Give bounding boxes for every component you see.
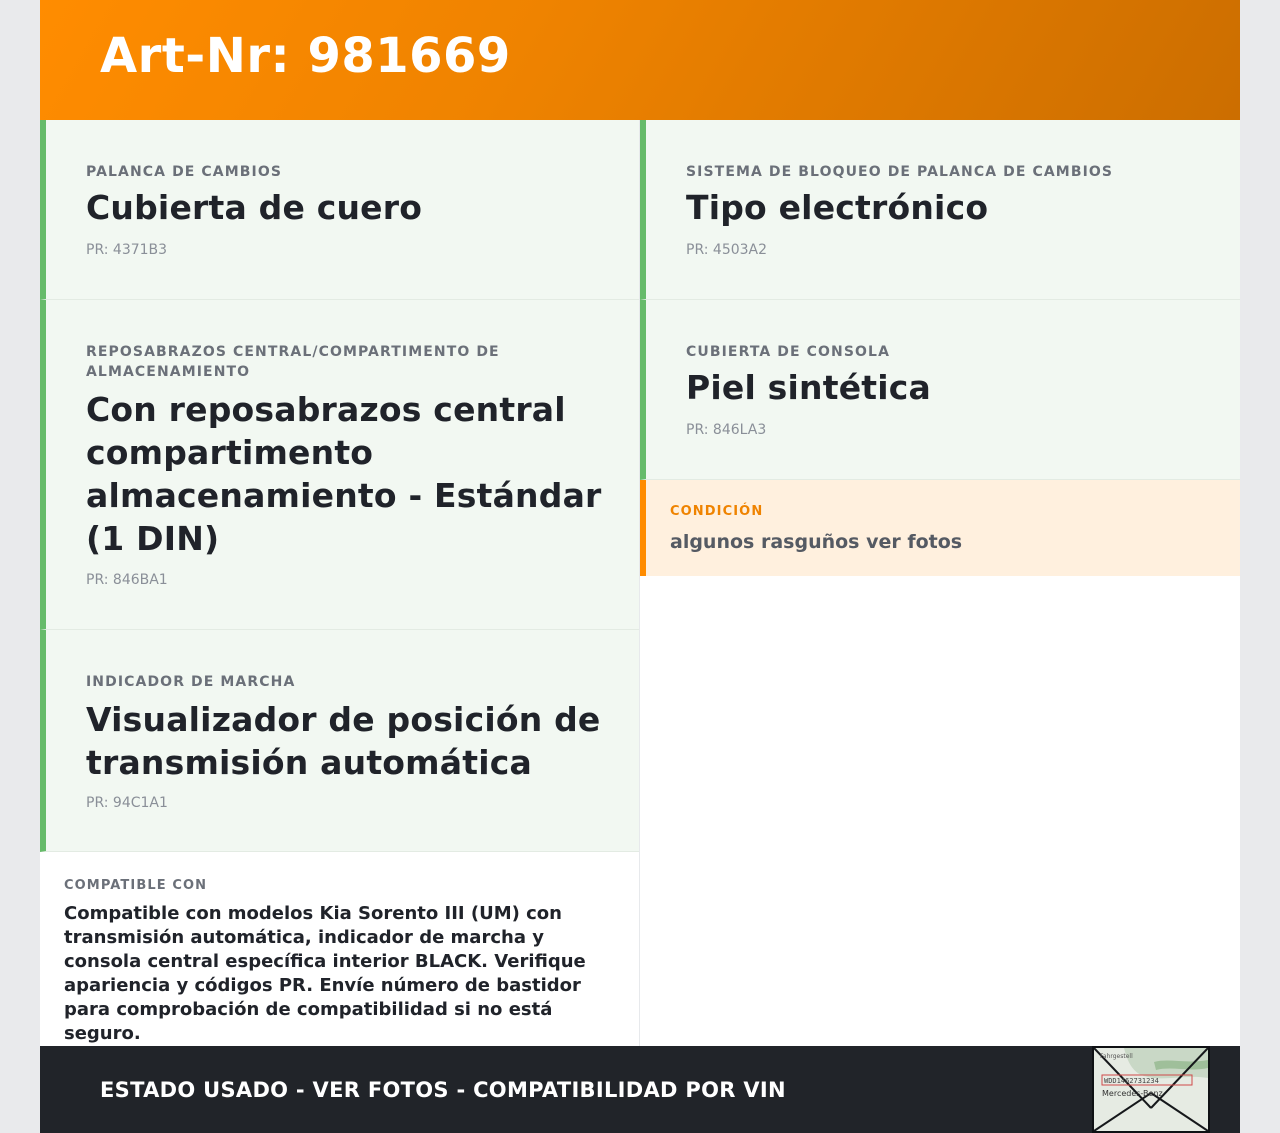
- spec-label: SISTEMA DE BLOQUEO DE PALANCA DE CAMBIOS: [686, 164, 1114, 180]
- pr-code: PR: 846BA1: [86, 572, 168, 588]
- product-sheet: [40, 0, 1240, 1133]
- thumb-text-3: Mercedes-Benz: [1102, 1089, 1163, 1098]
- spec-value: Visualizador de posición de transmisión automática: [86, 700, 601, 782]
- spec-value: Con reposabrazos central compartimento almacenamiento - Estándar (1 DIN): [86, 390, 602, 558]
- spec-card-armrest: [40, 300, 639, 630]
- vin-label-photo-icon: [1094, 1048, 1208, 1131]
- compatibility-label: COMPATIBLE CON: [64, 878, 208, 893]
- article-number-title: Art-Nr: 981669: [100, 28, 511, 84]
- pr-code: PR: 4371B3: [86, 242, 168, 258]
- spec-card-console-cover: [640, 300, 1240, 480]
- spec-card-lock-system: [640, 120, 1240, 300]
- compatibility-text: Compatible con modelos Kia Sorento III (UM) con transmisión automática, indicador de marcha y consola central específica interior BLACK. Verifique apariencia y códigos PR. Envíe número de bastidor para comprobación de compatibilidad si no está seguro.: [64, 903, 586, 1044]
- footer-status-text: ESTADO USADO - VER FOTOS - COMPATIBILIDAD POR VIN: [100, 1078, 786, 1102]
- condition-note: [640, 480, 1240, 576]
- condition-label: CONDICIÓN: [670, 504, 764, 519]
- spec-label: INDICADOR DE MARCHA: [86, 674, 296, 690]
- photo-thumbnail[interactable]: [1092, 1046, 1210, 1133]
- pr-code: PR: 94C1A1: [86, 795, 168, 811]
- spec-label: CUBIERTA DE CONSOLA: [686, 344, 891, 360]
- condition-text: algunos rasguños ver fotos: [670, 531, 963, 553]
- pr-code: PR: 846LA3: [686, 422, 767, 438]
- header-banner: [40, 0, 1240, 120]
- spec-label: REPOSABRAZOS CENTRAL/COMPARTIMENTO DE ALMACENAMIENTO: [86, 344, 500, 380]
- spec-card-gear-indicator: [40, 630, 639, 852]
- spec-label: PALANCA DE CAMBIOS: [86, 164, 283, 180]
- thumb-text-1: Fahrgestell: [1100, 1053, 1133, 1060]
- pr-code: PR: 4503A2: [686, 242, 768, 258]
- spec-card-gear-lever: [40, 120, 639, 300]
- footer-bar: [40, 1046, 1240, 1133]
- thumb-text-2: WDD1462731234: [1104, 1077, 1159, 1085]
- spec-value: Piel sintética: [686, 368, 931, 407]
- compatibility-section: [40, 852, 639, 1046]
- spec-value: Tipo electrónico: [686, 188, 989, 227]
- spec-value: Cubierta de cuero: [86, 188, 423, 227]
